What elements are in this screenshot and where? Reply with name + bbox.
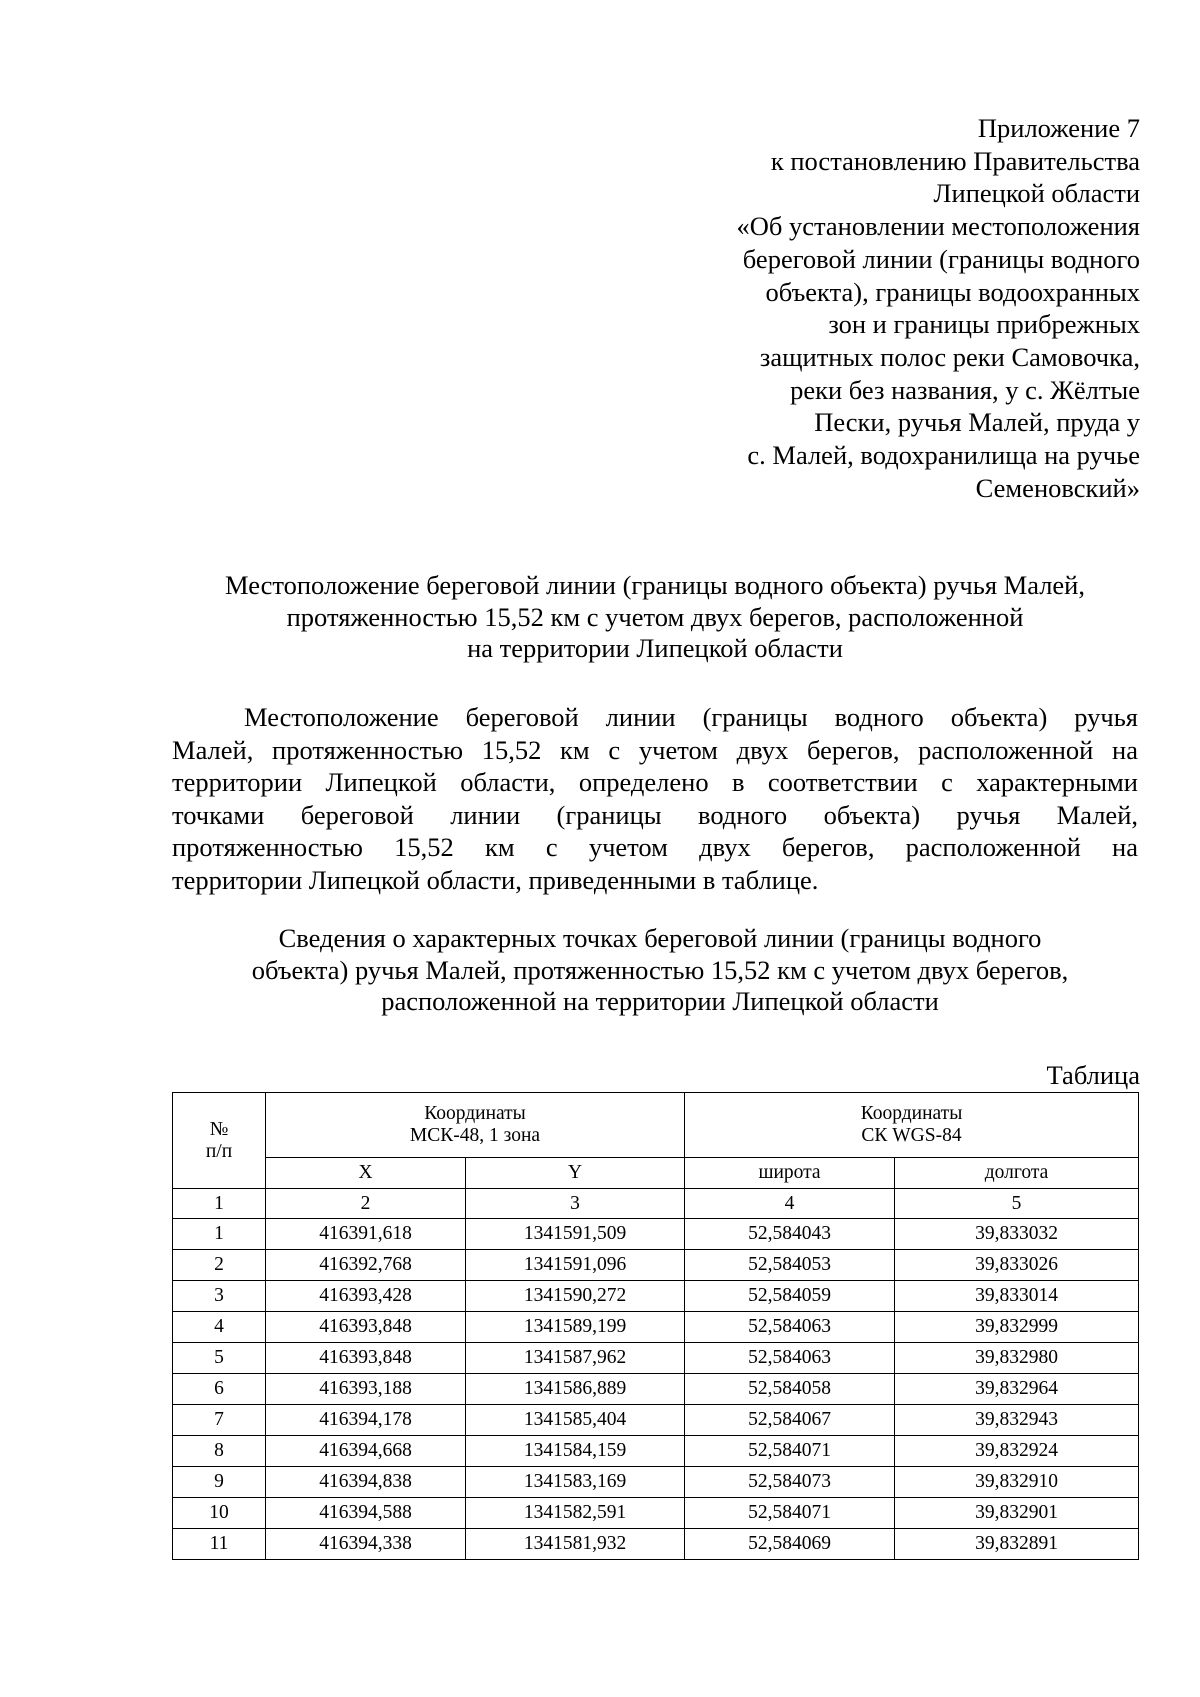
cell-row-number: 10 xyxy=(173,1498,266,1529)
cell-latitude: 52,584069 xyxy=(685,1529,895,1560)
header-longitude: долгота xyxy=(895,1158,1139,1189)
cell-longitude: 39,832999 xyxy=(895,1312,1139,1343)
table-row xyxy=(173,1498,1139,1529)
cell-latitude: 52,584071 xyxy=(685,1498,895,1529)
document-heading xyxy=(170,570,1140,665)
cell-latitude: 52,584059 xyxy=(685,1281,895,1312)
cell-longitude: 39,833014 xyxy=(895,1281,1139,1312)
column-number-cell: 3 xyxy=(466,1189,685,1219)
cell-row-number: 9 xyxy=(173,1467,266,1498)
table-row xyxy=(173,1281,1139,1312)
cell-x: 416393,428 xyxy=(266,1281,466,1312)
paragraph-line: территории Липецкой области, приведенными в таблице. xyxy=(172,864,819,895)
cell-longitude: 39,832891 xyxy=(895,1529,1139,1560)
header-row-number xyxy=(173,1093,266,1189)
appendix-line: Приложение 7 xyxy=(977,113,1140,143)
heading-line: Местоположение береговой линии (границы водного объекта) ручья Малей, xyxy=(225,570,1085,600)
appendix-line: зон и границы прибрежных xyxy=(828,309,1140,340)
cell-y: 1341591,509 xyxy=(466,1219,685,1250)
table-row xyxy=(173,1343,1139,1374)
cell-y: 1341584,159 xyxy=(466,1436,685,1467)
appendix-line: защитных полос реки Самовочка, xyxy=(759,341,1140,372)
body-paragraph xyxy=(172,701,1138,897)
cell-y: 1341586,889 xyxy=(466,1374,685,1405)
table-row xyxy=(173,1219,1139,1250)
appendix-line: Пески, ручья Малей, пруда у xyxy=(814,407,1140,438)
paragraph-line: Местоположение береговой линии (границы водного объекта) ручья xyxy=(244,702,1138,732)
cell-x: 416394,838 xyxy=(266,1467,466,1498)
table-row xyxy=(173,1436,1139,1467)
cell-x: 416392,768 xyxy=(266,1250,466,1281)
cell-x: 416393,188 xyxy=(266,1374,466,1405)
heading-line: протяженностью 15,52 км с учетом двух берегов, расположенной xyxy=(286,601,1024,632)
table-body xyxy=(173,1219,1139,1560)
appendix-line: объекта), границы водоохранных xyxy=(765,276,1140,307)
header-group-msk-system: МСК-48, 1 зона xyxy=(409,1125,541,1146)
header-group-wgs xyxy=(685,1093,1139,1158)
table-row xyxy=(173,1374,1139,1405)
cell-x: 416394,178 xyxy=(266,1405,466,1436)
appendix-line: береговой линии (границы водного xyxy=(742,243,1140,274)
caption-line: Сведения о характерных точках береговой линии (границы водного xyxy=(278,923,1042,953)
caption-line: расположенной на территории Липецкой области xyxy=(381,986,939,1016)
table-row xyxy=(173,1405,1139,1436)
cell-latitude: 52,584043 xyxy=(685,1219,895,1250)
heading-line: на территории Липецкой области xyxy=(467,633,843,663)
table-label: Таблица xyxy=(1046,1060,1140,1090)
cell-y: 1341589,199 xyxy=(466,1312,685,1343)
header-group-wgs-system: СК WGS-84 xyxy=(861,1125,962,1146)
cell-latitude: 52,584067 xyxy=(685,1405,895,1436)
appendix-line: Липецкой области xyxy=(933,178,1140,209)
cell-y: 1341590,272 xyxy=(466,1281,685,1312)
cell-x: 416393,848 xyxy=(266,1312,466,1343)
cell-row-number: 6 xyxy=(173,1374,266,1405)
paragraph-line: точками береговой линии (границы водного объекта) ручья Малей, xyxy=(172,799,1138,830)
cell-row-number: 11 xyxy=(173,1529,266,1560)
cell-y: 1341587,962 xyxy=(466,1343,685,1374)
cell-y: 1341581,932 xyxy=(466,1529,685,1560)
header-y: Y xyxy=(466,1158,685,1189)
cell-x: 416391,618 xyxy=(266,1219,466,1250)
cell-row-number: 3 xyxy=(173,1281,266,1312)
cell-longitude: 39,832964 xyxy=(895,1374,1139,1405)
column-number-cell: 1 xyxy=(173,1189,266,1219)
cell-y: 1341583,169 xyxy=(466,1467,685,1498)
table-row xyxy=(173,1250,1139,1281)
appendix-line: «Об установлении местоположения xyxy=(736,211,1140,242)
cell-row-number: 2 xyxy=(173,1250,266,1281)
cell-row-number: 4 xyxy=(173,1312,266,1343)
cell-y: 1341591,096 xyxy=(466,1250,685,1281)
header-x: X xyxy=(266,1158,466,1189)
cell-longitude: 39,832924 xyxy=(895,1436,1139,1467)
cell-row-number: 8 xyxy=(173,1436,266,1467)
cell-row-number: 1 xyxy=(173,1219,266,1250)
cell-x: 416394,588 xyxy=(266,1498,466,1529)
cell-longitude: 39,833026 xyxy=(895,1250,1139,1281)
header-number-abbr: п/п xyxy=(205,1140,233,1162)
cell-latitude: 52,584063 xyxy=(685,1312,895,1343)
appendix-line: Семеновский» xyxy=(975,472,1140,503)
appendix-block xyxy=(600,112,1140,504)
paragraph-line: протяженностью 15,52 км с учетом двух берегов, расположенной на xyxy=(172,832,1138,863)
caption-line: объекта) ручья Малей, протяженностью 15,52 км с учетом двух берегов, xyxy=(251,954,1069,985)
column-number-cell: 5 xyxy=(895,1189,1139,1219)
cell-latitude: 52,584053 xyxy=(685,1250,895,1281)
appendix-line: к постановлению Правительства xyxy=(770,145,1140,176)
cell-longitude: 39,832980 xyxy=(895,1343,1139,1374)
column-number-cell: 4 xyxy=(685,1189,895,1219)
cell-longitude: 39,832910 xyxy=(895,1467,1139,1498)
appendix-line: с. Малей, водохранилища на ручье xyxy=(747,440,1140,471)
cell-latitude: 52,584058 xyxy=(685,1374,895,1405)
cell-y: 1341585,404 xyxy=(466,1405,685,1436)
table-row xyxy=(173,1529,1139,1560)
table-caption xyxy=(180,923,1140,1018)
cell-longitude: 39,832901 xyxy=(895,1498,1139,1529)
cell-x: 416394,338 xyxy=(266,1529,466,1560)
cell-latitude: 52,584073 xyxy=(685,1467,895,1498)
column-number-cell: 2 xyxy=(266,1189,466,1219)
header-group-msk-title: Координаты xyxy=(424,1103,526,1124)
cell-longitude: 39,833032 xyxy=(895,1219,1139,1250)
coordinates-table xyxy=(172,1092,1139,1560)
header-group-wgs-title: Координаты xyxy=(860,1103,963,1124)
table-row xyxy=(173,1312,1139,1343)
cell-latitude: 52,584063 xyxy=(685,1343,895,1374)
header-number-sign: № xyxy=(209,1118,229,1140)
cell-x: 416394,668 xyxy=(266,1436,466,1467)
paragraph-line: территории Липецкой области, определено в соответствии с характерными xyxy=(172,767,1138,798)
header-latitude: широта xyxy=(685,1158,895,1189)
cell-y: 1341582,591 xyxy=(466,1498,685,1529)
table-row xyxy=(173,1467,1139,1498)
cell-row-number: 7 xyxy=(173,1405,266,1436)
appendix-line: реки без названия, у с. Жёлтые xyxy=(790,374,1140,405)
paragraph-line: Малей, протяженностью 15,52 км с учетом двух берегов, расположенной на xyxy=(172,734,1138,765)
header-group-msk xyxy=(266,1093,685,1158)
cell-latitude: 52,584071 xyxy=(685,1436,895,1467)
cell-longitude: 39,832943 xyxy=(895,1405,1139,1436)
cell-x: 416393,848 xyxy=(266,1343,466,1374)
cell-row-number: 5 xyxy=(173,1343,266,1374)
